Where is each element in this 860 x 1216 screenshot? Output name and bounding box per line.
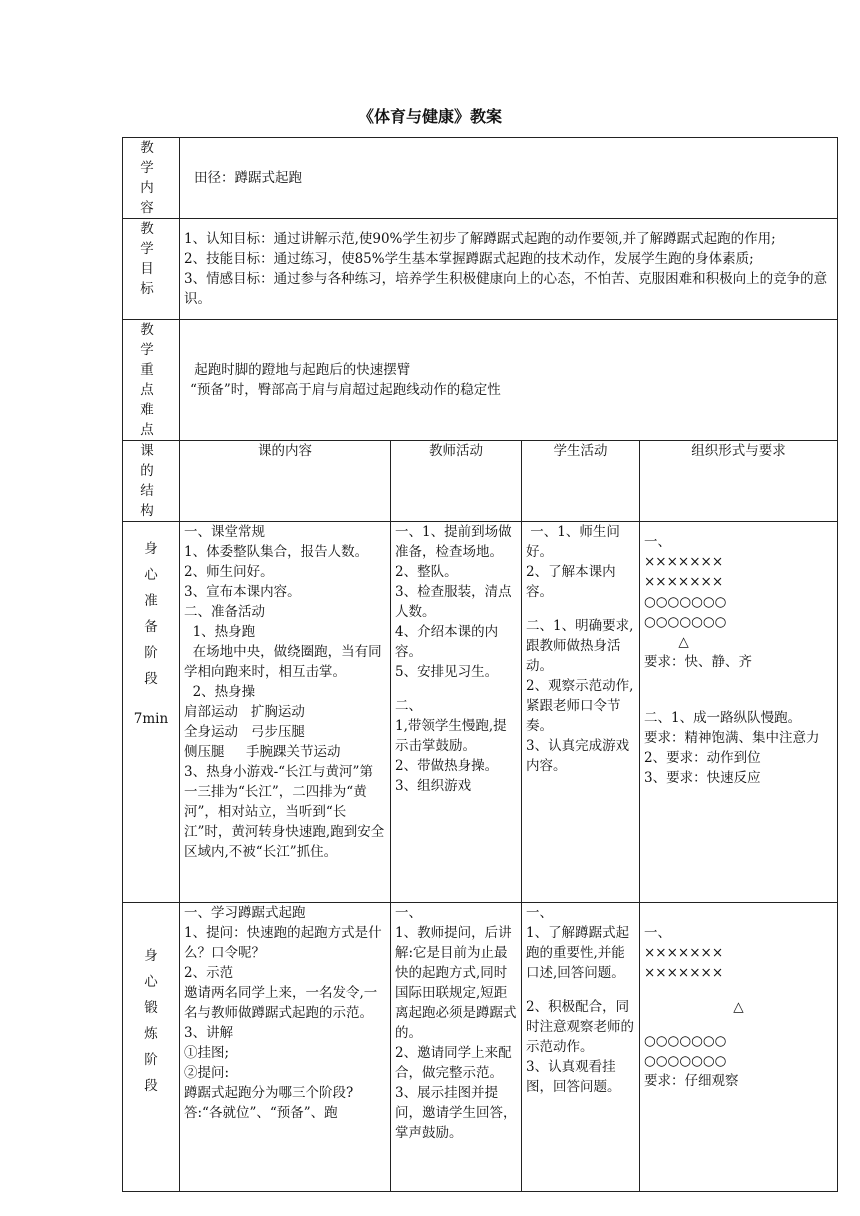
goal-skill: 2、技能目标：通过练习，使85%学生基本掌握蹲踞式起跑的技术动作，发展学生跑的身体素质;: [184, 251, 754, 267]
structure-label: 课 的 结 构: [123, 441, 180, 522]
page-title: 《体育与健康》教案: [357, 107, 502, 126]
lesson-plan-table: [122, 137, 838, 1192]
stage-exercise-teacher: 一、 1、教师提问，后讲解:它是目前为止最快的起跑方式,同时国际田联规定,短距离起跑必须是蹲踞式的。 2、邀请同学上来配合，做完整示范。 3、展示挂图并提问，邀请学生回答，掌声鼓励。: [391, 903, 522, 1192]
row-stage-prepare: [123, 522, 838, 903]
row-keypoints: [123, 320, 838, 441]
difficulty-line: “预备”时，臀部高于肩与肩超过起跑线动作的稳定性: [190, 382, 501, 398]
row-content: [123, 138, 838, 219]
header-teacher: 教师活动: [391, 441, 522, 522]
goal-cognitive: 1、认知目标：通过讲解示范,使90%学生初步了解蹲踞式起跑的动作要领,并了解蹲踞式起跑的作用;: [184, 231, 776, 247]
stage-prepare-time: 7min: [133, 711, 169, 727]
goals-text: [180, 219, 838, 320]
header-student: 学生活动: [522, 441, 640, 522]
row-stage-exercise: [123, 903, 838, 1192]
header-organization: 组织形式与要求: [640, 441, 838, 522]
content-text: 田径：蹲踞式起跑: [180, 138, 838, 219]
stage-prepare-teacher: 一、1、提前到场做准备，检查场地。 2、整队。 3、检查服装，清点人数。 4、介绍本课的内容。 5、安排见习生。 二、 1,带领学生慢跑,提示击掌鼓励。 2、带做热身操。 3、组织游戏: [391, 522, 522, 903]
row-structure-header: [123, 441, 838, 522]
header-content: 课的内容: [180, 441, 391, 522]
stage-exercise-content: 一、学习蹲踞式起跑 1、提问：快速跑的起跑方式是什么？口令呢？ 2、示范 邀请两名同学上来，一名发令,一名与教师做蹲踞式起跑的示范。 3、讲解 ①挂图; ②提问: 蹲踞式起跑分为哪三个阶段? 答:“各就位”、“预备”、跑: [180, 903, 391, 1192]
stage-prepare-student: 一、1、师生问好。 2、了解本课内容。 二、1、明确要求,跟教师做热身活动。 2、观察示范动作,紧跟老师口令节奏。 3、认真完成游戏内容。: [522, 522, 640, 903]
content-label: 教 学 内 容: [123, 138, 180, 219]
stage-prepare-content: 一、课堂常规 1、体委整队集合，报告人数。 2、师生问好。 3、宣布本课内容。 二、准备活动 1、热身跑 在场地中央，做绕圈跑，当有同学相向跑来时，相互击掌。 2、热身操 肩部运动 扩胸运动 全身运动 弓步压腿 侧压腿 手腕踝关节运动 3、热身小游戏-“长江与黄河”第一三排为“长江”，二四排为“黄河”，相对站立，当听到“长江”时，黄河转身快速跑,跑到安全区域内,不被“长江”抓住。: [180, 522, 391, 903]
stage-prepare-organization: 一、 ××××××× ××××××× ○○○○○○○ ○○○○○○○ △ 要求：快、静、齐 二、1、成一路纵队慢跑。 要求：精神饱满、集中注意力 2、要求：动作到位 3、要求：快速反应: [640, 522, 838, 903]
keypoint-line: 起跑时脚的蹬地与起跑后的快速摆臂: [190, 362, 411, 378]
teacher-position-mark: △: [733, 999, 744, 1015]
stage-exercise-label: 身 心 锻 炼 阶 段: [123, 903, 180, 1192]
stage-exercise-student: 一、 1、了解蹲踞式起跑的重要性,并能口述,回答问题。 2、积极配合，同时注意观察老师的示范动作。 3、认真观看挂图，回答问题。: [522, 903, 640, 1192]
goals-label: 教 学 目 标: [123, 219, 180, 320]
stage-exercise-organization: 一、 ××××××× ××××××× △ ○○○○○○○ ○○○○○○○ 要求：仔细观察: [640, 903, 838, 1192]
stage-prepare-label: 身 心 准 备 阶 段 7min: [123, 522, 180, 903]
keypoints-label: 教 学 重 点 难 点: [123, 320, 180, 441]
row-goals: [123, 219, 838, 320]
keypoints-text: [180, 320, 838, 441]
goal-emotion: 3、情感目标：通过参与各种练习，培养学生积极健康向上的心态，不怕苦、克服困难和积极向上的竞争的意识。: [184, 271, 828, 307]
